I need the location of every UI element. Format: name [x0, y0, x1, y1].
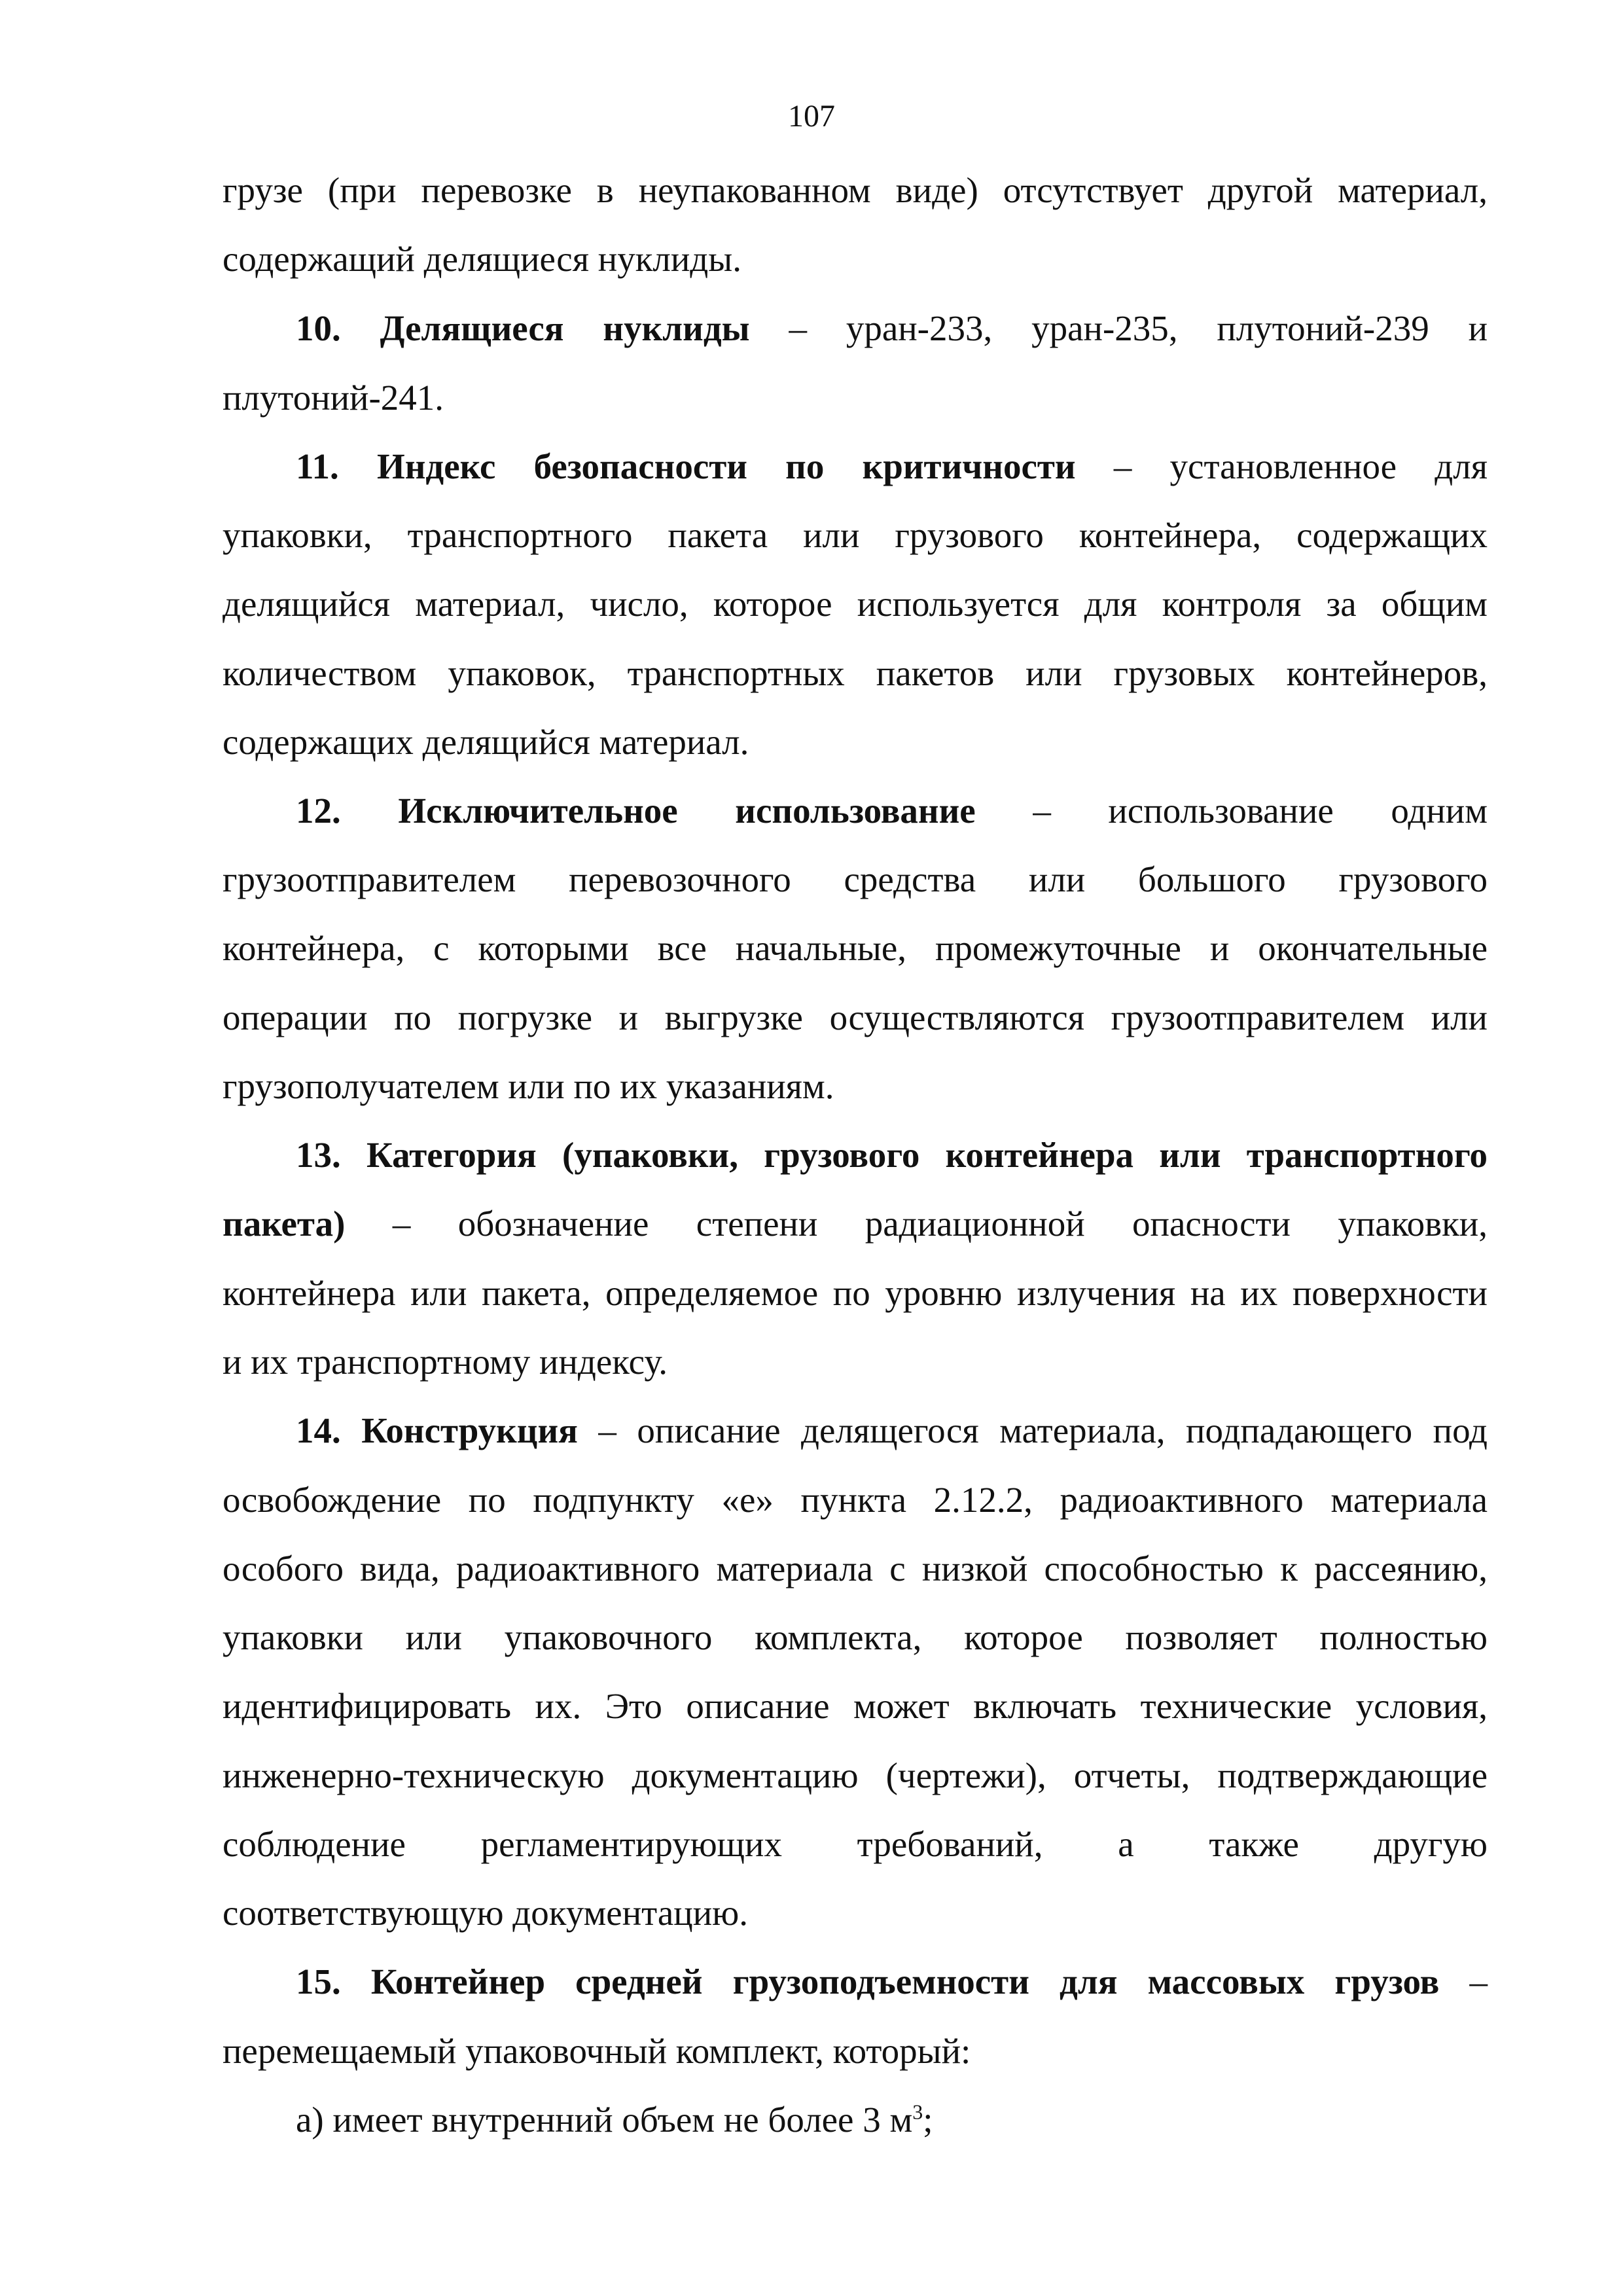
text-line: соблюдение регламентирующих требований, а также другую	[223, 1824, 1488, 1864]
term-number: 11.	[296, 446, 339, 486]
definition-15	[296, 1964, 1488, 2000]
term: Категория (упаковки, грузового контейнера или транспортного	[366, 1135, 1488, 1175]
text-line: количеством упаковок, транспортных пакетов или грузовых контейнеров,	[223, 653, 1488, 693]
text-line: соответствующую документацию.	[223, 1893, 748, 1933]
text-line: упаковки, транспортного пакета или грузового контейнера, содержащих	[223, 515, 1488, 555]
superscript: 3	[912, 2100, 923, 2124]
definition-text: – установленное для	[1075, 446, 1488, 486]
text-line: инженерно-техническую документацию (чертежи), отчеты, подтверждающие	[223, 1755, 1488, 1795]
definition-13-cont	[223, 1206, 1488, 1242]
text-line: освобождение по подпункту «е» пункта 2.12.2, радиоактивного материала	[223, 1480, 1488, 1520]
text-line: плутоний-241.	[223, 378, 444, 418]
list-item-suffix: ;	[923, 2100, 933, 2140]
term: Конструкция	[361, 1410, 578, 1450]
term-number: 15.	[296, 1962, 341, 2001]
text-line: и их транспортному индексу.	[223, 1342, 668, 1382]
text-line: перемещаемый упаковочный комплект, который:	[223, 2031, 971, 2071]
page-number: 107	[788, 99, 835, 134]
term-number: 10.	[296, 308, 341, 348]
text-line: идентифицировать их. Это описание может включать технические условия,	[223, 1686, 1488, 1726]
definition-10	[296, 310, 1488, 346]
text-line: делящийся материал, число, которое используется для контроля за общим	[223, 584, 1488, 624]
definition-text: – обозначение степени радиационной опасности упаковки,	[345, 1204, 1488, 1244]
term-number: 14.	[296, 1410, 341, 1450]
term: Индекс безопасности по критичности	[376, 446, 1076, 486]
term: Делящиеся нуклиды	[380, 308, 750, 348]
text-line: содержащий делящиеся нуклиды.	[223, 239, 741, 279]
text-line: особого вида, радиоактивного материала с низкой способностью к рассеянию,	[223, 1549, 1488, 1588]
definition-12	[296, 793, 1488, 829]
definition-text: – уран-233, уран-235, плутоний-239 и	[749, 308, 1488, 348]
term: пакета)	[223, 1204, 346, 1244]
text-line: операции по погрузке и выгрузке осуществляются грузоотправителем или	[223, 997, 1488, 1037]
list-item-a	[296, 2102, 1488, 2138]
definition-14	[296, 1412, 1488, 1448]
definition-11	[296, 448, 1488, 484]
text-line: контейнера, с которыми все начальные, промежуточные и окончательные	[223, 928, 1488, 968]
text-line: грузополучателем или по их указаниям.	[223, 1066, 834, 1106]
definition-text: – использование одним	[975, 791, 1488, 831]
definition-text: – описание делящегося материала, подпадающего под	[577, 1410, 1488, 1450]
term-number: 13.	[296, 1135, 341, 1175]
term-number: 12.	[296, 791, 341, 831]
text-line: грузе (при перевозке в неупакованном виде) отсутствует другой материал,	[223, 170, 1488, 210]
definition-13	[296, 1137, 1488, 1173]
term: Контейнер средней грузоподъемности для массовых грузов	[370, 1962, 1440, 2001]
list-item-text: а) имеет внутренний объем не более 3 м	[296, 2100, 913, 2140]
text-line: упаковки или упаковочного комплекта, которое позволяет полностью	[223, 1617, 1488, 1657]
text-line: контейнера или пакета, определяемое по уровню излучения на их поверхности	[223, 1273, 1488, 1313]
text-line: грузоотправителем перевозочного средства или большого грузового	[223, 859, 1488, 899]
term: Исключительное использование	[398, 791, 976, 831]
text-line: содержащих делящийся материал.	[223, 722, 749, 762]
definition-text: –	[1439, 1962, 1488, 2001]
